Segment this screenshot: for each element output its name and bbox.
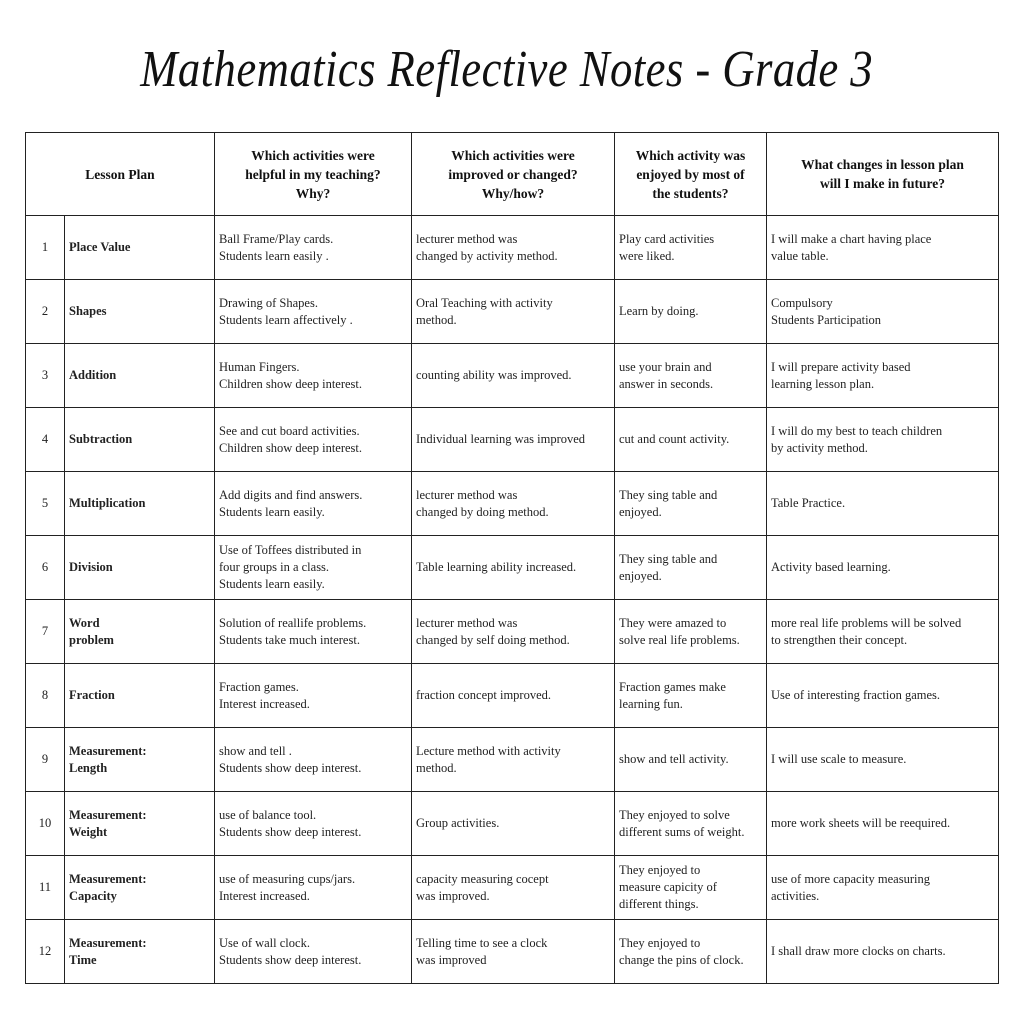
header-lesson-plan: Lesson Plan — [26, 133, 215, 216]
row-number: 11 — [26, 856, 65, 920]
cell-changes: I will make a chart having place value table. — [767, 216, 999, 280]
cell-improved: lecturer method was changed by activity method. — [412, 216, 615, 280]
lesson-topic: Measurement: Capacity — [65, 856, 215, 920]
table-row — [26, 280, 999, 344]
reflective-notes-table — [25, 132, 999, 984]
table-row — [26, 216, 999, 280]
table-row — [26, 344, 999, 408]
row-number: 4 — [26, 408, 65, 472]
cell-improved: Individual learning was improved — [412, 408, 615, 472]
cell-helpful: use of balance tool. Students show deep interest. — [215, 792, 412, 856]
lesson-topic: Multiplication — [65, 472, 215, 536]
cell-enjoyed: They sing table and enjoyed. — [615, 536, 767, 600]
cell-changes: I will do my best to teach children by activity method. — [767, 408, 999, 472]
lesson-topic: Measurement: Time — [65, 920, 215, 984]
cell-improved: Lecture method with activity method. — [412, 728, 615, 792]
row-number: 1 — [26, 216, 65, 280]
cell-changes: more work sheets will be reequired. — [767, 792, 999, 856]
cell-changes: use of more capacity measuring activities. — [767, 856, 999, 920]
row-number: 10 — [26, 792, 65, 856]
row-number: 7 — [26, 600, 65, 664]
cell-improved: Oral Teaching with activity method. — [412, 280, 615, 344]
cell-changes: I will use scale to measure. — [767, 728, 999, 792]
cell-enjoyed: Play card activities were liked. — [615, 216, 767, 280]
table-row — [26, 920, 999, 984]
cell-helpful: Use of wall clock. Students show deep interest. — [215, 920, 412, 984]
lesson-topic: Measurement: Weight — [65, 792, 215, 856]
cell-improved: counting ability was improved. — [412, 344, 615, 408]
table-row — [26, 728, 999, 792]
header-enjoyed: Which activity was enjoyed by most of the students? — [615, 133, 767, 216]
cell-improved: Table learning ability increased. — [412, 536, 615, 600]
table-body — [26, 216, 999, 984]
table-row — [26, 600, 999, 664]
cell-helpful: Add digits and find answers. Students learn easily. — [215, 472, 412, 536]
cell-improved: fraction concept improved. — [412, 664, 615, 728]
row-number: 6 — [26, 536, 65, 600]
cell-improved: capacity measuring cocept was improved. — [412, 856, 615, 920]
table-row — [26, 664, 999, 728]
lesson-topic: Shapes — [65, 280, 215, 344]
cell-improved: Telling time to see a clock was improved — [412, 920, 615, 984]
cell-changes: Use of interesting fraction games. — [767, 664, 999, 728]
cell-enjoyed: They enjoyed to solve different sums of weight. — [615, 792, 767, 856]
document-title: Mathematics Reflective Notes - Grade 3 — [140, 41, 874, 98]
cell-enjoyed: They sing table and enjoyed. — [615, 472, 767, 536]
header-helpful: Which activities were helpful in my teaching? Why? — [215, 133, 412, 216]
cell-helpful: Drawing of Shapes. Students learn affectively . — [215, 280, 412, 344]
lesson-topic: Fraction — [65, 664, 215, 728]
cell-helpful: show and tell . Students show deep interest. — [215, 728, 412, 792]
cell-helpful: Fraction games. Interest increased. — [215, 664, 412, 728]
cell-helpful: Ball Frame/Play cards. Students learn easily . — [215, 216, 412, 280]
cell-changes: Table Practice. — [767, 472, 999, 536]
row-number: 9 — [26, 728, 65, 792]
cell-enjoyed: They were amazed to solve real life problems. — [615, 600, 767, 664]
lesson-topic: Subtraction — [65, 408, 215, 472]
cell-improved: lecturer method was changed by self doing method. — [412, 600, 615, 664]
table-row — [26, 408, 999, 472]
row-number: 8 — [26, 664, 65, 728]
table-row — [26, 856, 999, 920]
cell-changes: I shall draw more clocks on charts. — [767, 920, 999, 984]
row-number: 3 — [26, 344, 65, 408]
cell-enjoyed: cut and count activity. — [615, 408, 767, 472]
cell-enjoyed: Fraction games make learning fun. — [615, 664, 767, 728]
table-row — [26, 792, 999, 856]
table-row — [26, 472, 999, 536]
cell-enjoyed: show and tell activity. — [615, 728, 767, 792]
cell-helpful: Use of Toffees distributed in four groups in a class. Students learn easily. — [215, 536, 412, 600]
lesson-topic: Division — [65, 536, 215, 600]
lesson-topic: Place Value — [65, 216, 215, 280]
header-improved: Which activities were improved or changed? Why/how? — [412, 133, 615, 216]
cell-enjoyed: Learn by doing. — [615, 280, 767, 344]
cell-improved: lecturer method was changed by doing method. — [412, 472, 615, 536]
row-number: 12 — [26, 920, 65, 984]
lesson-topic: Word problem — [65, 600, 215, 664]
lesson-topic: Addition — [65, 344, 215, 408]
row-number: 5 — [26, 472, 65, 536]
cell-changes: Compulsory Students Participation — [767, 280, 999, 344]
cell-enjoyed: They enjoyed to change the pins of clock. — [615, 920, 767, 984]
cell-helpful: Human Fingers. Children show deep interest. — [215, 344, 412, 408]
cell-changes: Activity based learning. — [767, 536, 999, 600]
header-changes: What changes in lesson plan will I make in future? — [767, 133, 999, 216]
cell-enjoyed: They enjoyed to measure capicity of different things. — [615, 856, 767, 920]
header-row — [26, 133, 999, 216]
cell-helpful: use of measuring cups/jars. Interest increased. — [215, 856, 412, 920]
table-row — [26, 536, 999, 600]
cell-helpful: Solution of reallife problems. Students take much interest. — [215, 600, 412, 664]
cell-enjoyed: use your brain and answer in seconds. — [615, 344, 767, 408]
cell-changes: more real life problems will be solved to strengthen their concept. — [767, 600, 999, 664]
lesson-topic: Measurement: Length — [65, 728, 215, 792]
cell-changes: I will prepare activity based learning lesson plan. — [767, 344, 999, 408]
cell-improved: Group activities. — [412, 792, 615, 856]
row-number: 2 — [26, 280, 65, 344]
cell-helpful: See and cut board activities. Children show deep interest. — [215, 408, 412, 472]
